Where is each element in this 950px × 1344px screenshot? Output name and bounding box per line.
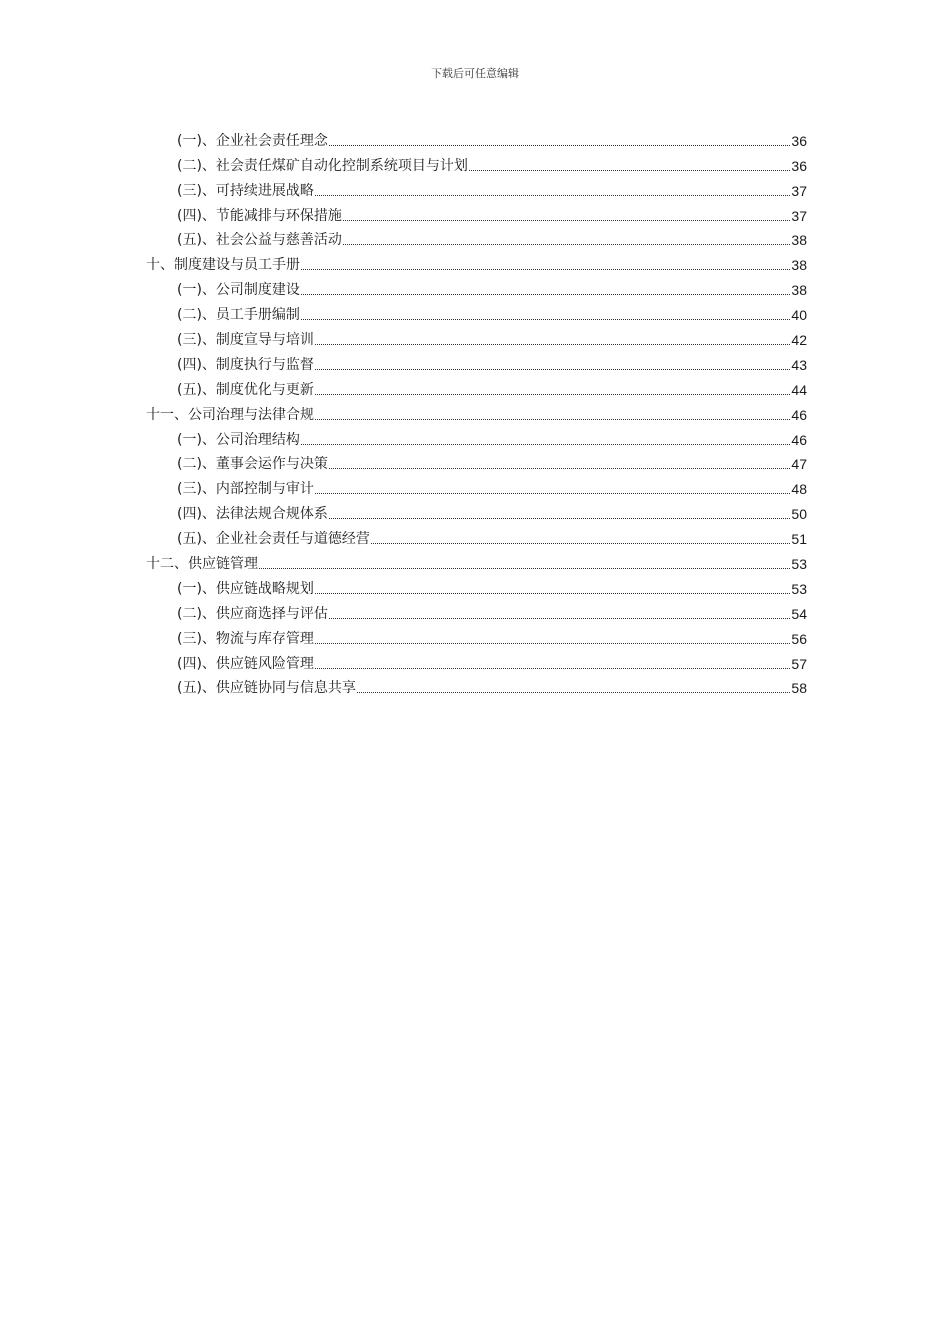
toc-dot-leader xyxy=(301,319,790,320)
toc-entry-page-number: 48 xyxy=(791,481,807,498)
toc-entry-page-number: 54 xyxy=(791,605,807,622)
toc-dot-leader xyxy=(301,444,790,445)
toc-chapter-entry[interactable] xyxy=(146,549,807,574)
toc-entry-title: (二)、供应商选择与评估 xyxy=(177,605,328,622)
toc-section-entry[interactable] xyxy=(146,574,807,599)
toc-entry-page-number: 46 xyxy=(791,406,807,423)
toc-dot-leader xyxy=(301,294,790,295)
toc-section-entry[interactable] xyxy=(146,275,807,300)
toc-dot-leader xyxy=(343,244,790,245)
toc-entry-title: (三)、内部控制与审计 xyxy=(177,481,314,498)
toc-entry-title: 十一、公司治理与法律合规 xyxy=(146,406,314,423)
toc-entry-title: (一)、供应链战略规划 xyxy=(177,580,314,597)
toc-entry-page-number: 37 xyxy=(791,207,807,224)
toc-entry-title: (五)、供应链协同与信息共享 xyxy=(177,680,356,697)
toc-section-entry[interactable] xyxy=(146,425,807,450)
toc-section-entry[interactable] xyxy=(146,674,807,699)
toc-entry-title: (三)、物流与库存管理 xyxy=(177,630,314,647)
toc-section-entry[interactable] xyxy=(146,325,807,350)
toc-entry-page-number: 46 xyxy=(791,431,807,448)
toc-entry-page-number: 51 xyxy=(791,531,807,548)
page-header: 下载后可任意编辑 xyxy=(431,67,519,80)
toc-entry-title: (五)、社会公益与慈善活动 xyxy=(177,232,342,249)
toc-dot-leader xyxy=(301,269,790,270)
toc-entry-page-number: 42 xyxy=(791,332,807,349)
toc-dot-leader xyxy=(315,394,790,395)
toc-entry-title: (二)、员工手册编制 xyxy=(177,307,300,324)
toc-dot-leader xyxy=(329,468,790,469)
toc-entry-page-number: 47 xyxy=(791,456,807,473)
toc-chapter-entry[interactable] xyxy=(146,250,807,275)
toc-entry-title: (五)、制度优化与更新 xyxy=(177,381,314,398)
toc-dot-leader xyxy=(315,344,790,345)
toc-dot-leader xyxy=(329,145,790,146)
table-of-contents xyxy=(146,126,807,698)
toc-entry-title: (四)、法律法规合规体系 xyxy=(177,506,328,523)
toc-entry-page-number: 37 xyxy=(791,182,807,199)
toc-dot-leader xyxy=(329,618,790,619)
toc-section-entry[interactable] xyxy=(146,599,807,624)
toc-section-entry[interactable] xyxy=(146,151,807,176)
toc-section-entry[interactable] xyxy=(146,524,807,549)
toc-entry-page-number: 53 xyxy=(791,580,807,597)
toc-section-entry[interactable] xyxy=(146,649,807,674)
toc-entry-page-number: 38 xyxy=(791,257,807,274)
toc-entry-page-number: 43 xyxy=(791,356,807,373)
toc-section-entry[interactable] xyxy=(146,375,807,400)
toc-entry-title: (二)、董事会运作与决策 xyxy=(177,456,328,473)
toc-entry-title: (三)、可持续进展战略 xyxy=(177,182,314,199)
toc-entry-page-number: 40 xyxy=(791,307,807,324)
toc-dot-leader xyxy=(315,369,790,370)
toc-entry-page-number: 50 xyxy=(791,506,807,523)
toc-section-entry[interactable] xyxy=(146,300,807,325)
toc-entry-title: (四)、供应链风险管理 xyxy=(177,655,314,672)
toc-section-entry[interactable] xyxy=(146,499,807,524)
toc-entry-title: (一)、公司制度建设 xyxy=(177,282,300,299)
toc-entry-title: (一)、公司治理结构 xyxy=(177,431,300,448)
toc-dot-leader xyxy=(329,518,790,519)
toc-entry-page-number: 53 xyxy=(791,556,807,573)
toc-entry-title: (四)、节能减排与环保措施 xyxy=(177,207,342,224)
toc-dot-leader xyxy=(469,170,790,171)
toc-entry-page-number: 36 xyxy=(791,132,807,149)
toc-entry-page-number: 38 xyxy=(791,282,807,299)
toc-dot-leader xyxy=(315,593,790,594)
toc-section-entry[interactable] xyxy=(146,450,807,475)
toc-dot-leader xyxy=(315,419,790,420)
toc-chapter-entry[interactable] xyxy=(146,400,807,425)
toc-entry-page-number: 58 xyxy=(791,680,807,697)
toc-entry-page-number: 56 xyxy=(791,630,807,647)
toc-entry-title: (一)、企业社会责任理念 xyxy=(177,132,328,149)
toc-dot-leader xyxy=(315,493,790,494)
toc-section-entry[interactable] xyxy=(146,474,807,499)
toc-entry-title: (三)、制度宣导与培训 xyxy=(177,332,314,349)
toc-entry-title: (二)、社会责任煤矿自动化控制系统项目与计划 xyxy=(177,157,468,174)
toc-dot-leader xyxy=(371,543,790,544)
toc-section-entry[interactable] xyxy=(146,226,807,251)
toc-entry-page-number: 57 xyxy=(791,655,807,672)
toc-dot-leader xyxy=(315,668,790,669)
toc-entry-title: 十二、供应链管理 xyxy=(146,556,258,573)
toc-section-entry[interactable] xyxy=(146,126,807,151)
toc-entry-page-number: 44 xyxy=(791,381,807,398)
toc-section-entry[interactable] xyxy=(146,201,807,226)
toc-dot-leader xyxy=(259,568,790,569)
toc-section-entry[interactable] xyxy=(146,624,807,649)
toc-entry-page-number: 36 xyxy=(791,157,807,174)
toc-section-entry[interactable] xyxy=(146,350,807,375)
toc-dot-leader xyxy=(343,220,790,221)
toc-section-entry[interactable] xyxy=(146,176,807,201)
toc-entry-page-number: 38 xyxy=(791,232,807,249)
toc-entry-title: 十、制度建设与员工手册 xyxy=(146,257,300,274)
toc-dot-leader xyxy=(357,692,790,693)
toc-entry-title: (四)、制度执行与监督 xyxy=(177,356,314,373)
toc-dot-leader xyxy=(315,643,790,644)
toc-entry-title: (五)、企业社会责任与道德经营 xyxy=(177,531,370,548)
toc-dot-leader xyxy=(315,195,790,196)
